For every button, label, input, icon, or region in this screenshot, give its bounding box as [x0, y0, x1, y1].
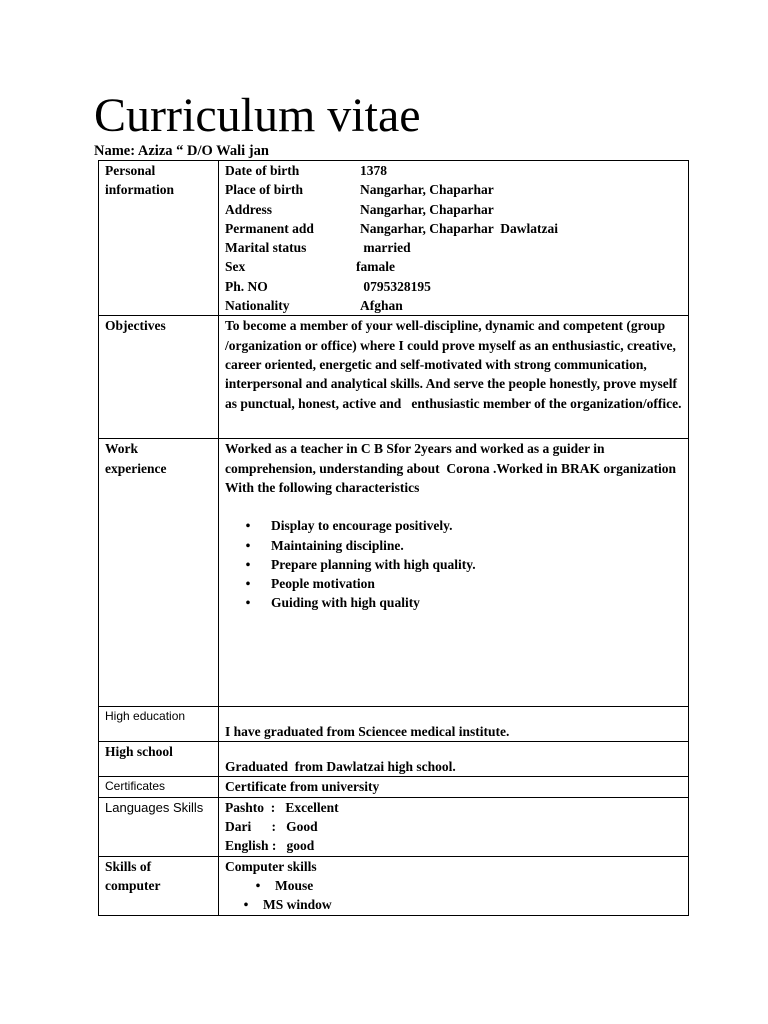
- languages-row: [99, 797, 689, 856]
- sex-value: famale: [356, 259, 395, 275]
- characteristics-heading: With the following characteristics: [225, 479, 420, 495]
- address-value: Nangarhar, Chaparhar: [360, 201, 494, 217]
- computer-skill-item: [241, 876, 682, 895]
- computer-skills-list: [225, 876, 682, 915]
- high-education-row: [99, 707, 689, 742]
- personal-info-row: [99, 161, 689, 316]
- high-education-label: High education: [99, 707, 219, 742]
- permanent-address-label: Permanent add: [225, 220, 314, 236]
- high-school-cell: [219, 742, 689, 777]
- sex-label: Sex: [225, 259, 246, 275]
- address-label: Address: [225, 201, 273, 217]
- certificates-label: Certificates: [99, 777, 219, 797]
- personal-row-sex: [225, 257, 682, 276]
- certificates-row: [99, 777, 689, 797]
- high-school-text: Graduated from Dawlatzai high school.: [225, 759, 456, 775]
- characteristic-text: Prepare planning with high quality.: [271, 556, 476, 572]
- work-experience-label: [99, 439, 219, 707]
- characteristic-item: [225, 536, 682, 555]
- nationality-value: Afghan: [360, 298, 403, 314]
- computer-skill-text: Mouse: [275, 877, 314, 893]
- computer-skills-row: [99, 856, 689, 915]
- bullet-icon: •: [245, 576, 251, 592]
- objectives-row: [99, 316, 689, 439]
- computer-skills-heading: Computer skills: [225, 858, 317, 874]
- high-school-row: [99, 742, 689, 777]
- personal-info-values: [219, 161, 689, 316]
- spacer: [225, 497, 682, 516]
- characteristic-item: [225, 574, 682, 593]
- cv-table: [98, 160, 689, 916]
- phone-label: Ph. NO: [225, 278, 268, 294]
- bullet-icon: •: [245, 595, 251, 611]
- computer-skills-label: [99, 856, 219, 915]
- bullet-icon: •: [245, 556, 251, 572]
- work-experience-cell: [219, 439, 689, 707]
- characteristic-text: People motivation: [271, 576, 375, 592]
- personal-row-marital: [225, 238, 682, 257]
- high-education-cell: [219, 707, 689, 742]
- characteristics-list: [225, 516, 682, 612]
- work-experience-label-text: Work experience: [105, 441, 167, 476]
- cv-title: Curriculum vitae: [94, 89, 421, 142]
- characteristic-item: [225, 555, 682, 574]
- characteristic-text: Guiding with high quality: [271, 595, 420, 611]
- characteristic-item: [225, 516, 682, 535]
- bullet-icon: •: [243, 897, 249, 913]
- high-education-text: I have graduated from Sciencee medical institute.: [225, 724, 510, 740]
- personal-row-address: [225, 200, 682, 219]
- objectives-label: Objectives: [99, 316, 219, 439]
- computer-skills-label-text: Skills of computer: [105, 858, 161, 893]
- computer-skills-cell: [219, 856, 689, 915]
- personal-row-permanent: [225, 219, 682, 238]
- characteristic-item: [225, 593, 682, 612]
- pob-value: Nangarhar, Chaparhar: [360, 182, 494, 198]
- personal-row-phone: [225, 277, 682, 296]
- work-experience-row: [99, 439, 689, 707]
- phone-value: 0795328195: [360, 278, 431, 294]
- languages-label: Languages Skills: [99, 797, 219, 856]
- marital-status-value: married: [360, 240, 411, 256]
- personal-info-label: [99, 161, 219, 316]
- dob-value: 1378: [360, 163, 387, 178]
- characteristic-text: Display to encourage positively.: [271, 518, 453, 534]
- language-pashto: Pashto : Excellent: [225, 799, 339, 815]
- bullet-icon: •: [245, 537, 251, 553]
- personal-row-dob: [225, 161, 682, 180]
- characteristic-text: Maintaining discipline.: [271, 537, 404, 553]
- high-school-label: High school: [99, 742, 219, 777]
- work-experience-text: Worked as a teacher in C B Sfor 2years and worked as a guider in comprehension, understanding about Corona .Worked in BRAK organization: [225, 441, 677, 476]
- languages-cell: [219, 797, 689, 856]
- computer-skill-text: MS window: [263, 897, 332, 913]
- certificates-text: Certificate from university: [219, 777, 689, 797]
- applicant-name: Name: Aziza “ D/O Wali jan: [94, 143, 269, 159]
- nationality-label: Nationality: [225, 298, 290, 314]
- permanent-address-value: Nangarhar, Chaparhar Dawlatzai: [360, 220, 559, 236]
- language-english: English : good: [225, 838, 315, 854]
- language-dari: Dari : Good: [225, 818, 318, 834]
- bullet-icon: •: [245, 518, 251, 534]
- bullet-icon: •: [255, 877, 261, 893]
- marital-status-label: Marital status: [225, 240, 307, 256]
- pob-label: Place of birth: [225, 182, 303, 198]
- personal-info-label-text: Personal information: [105, 163, 174, 198]
- dob-label: Date of birth: [225, 163, 300, 178]
- personal-row-nationality: [225, 296, 682, 315]
- objectives-cell: [219, 316, 689, 439]
- computer-skill-item: [229, 895, 682, 914]
- personal-row-pob: [225, 180, 682, 199]
- objectives-text: To become a member of your well-discipline, dynamic and competent (group /organization or office) where I could prove myself as an enthusiastic, creative, career oriented, energetic and self-motivated with strong communication, interpersonal and analytical skills. And serve the people honestly, prove myself as punctual, honest, active and enthusiastic member of the organization/office.: [225, 318, 682, 411]
